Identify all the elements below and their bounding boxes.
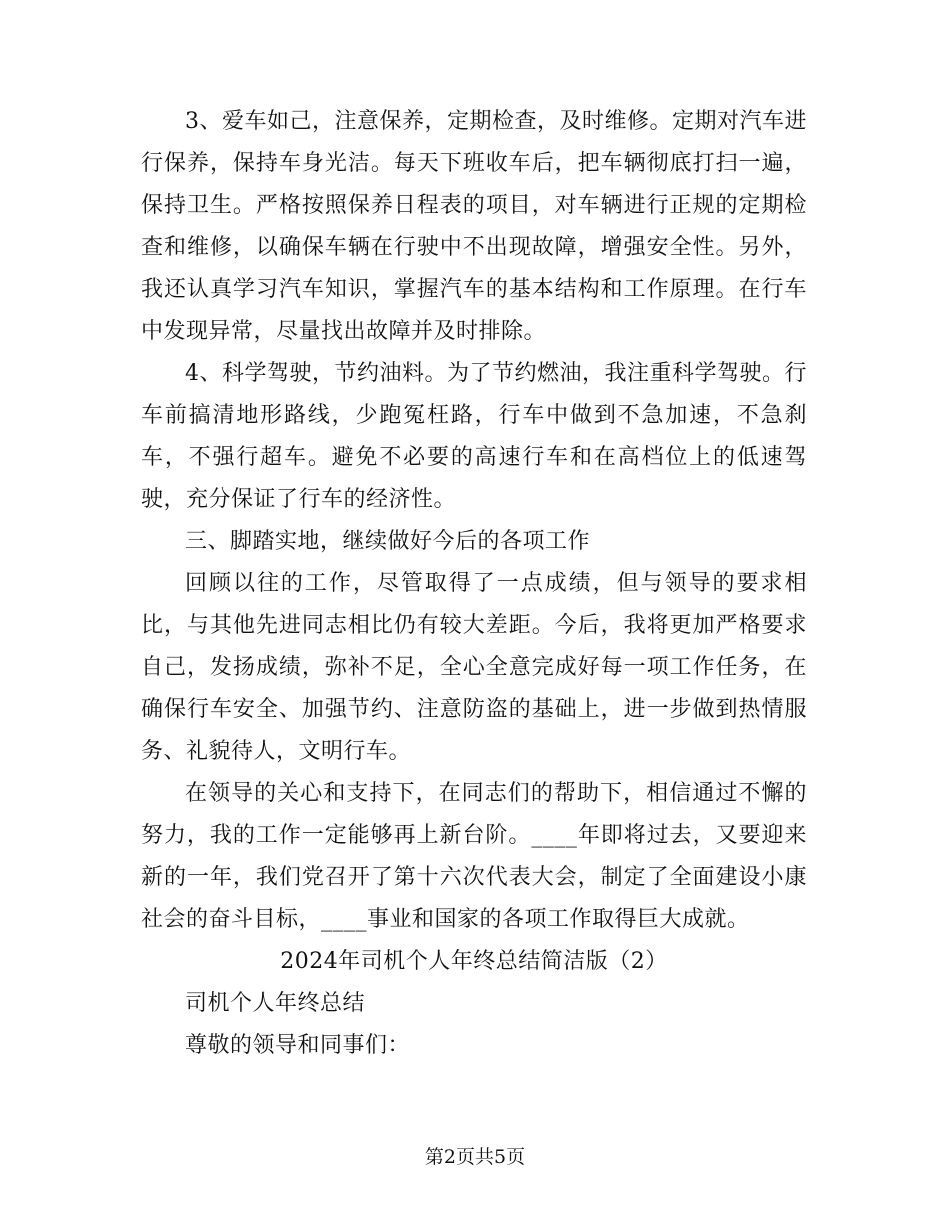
document-subtitle: 司机个人年终总结 xyxy=(185,991,366,1016)
document-title: 2024年司机个人年终总结简洁版（2） xyxy=(280,949,668,974)
section-heading: 三、脚踏实地，继续做好今后的各项工作 xyxy=(185,529,591,554)
paragraph-maintenance: 3、爱车如己，注意保养，定期检查，及时维修。定期对汽车进行保养，保持车身光洁。每天下班收车后，把车辆彻底打扫一遍，保持卫生。严格按照保养日程表的项目，对车辆进行正规的定期检查和维修，以确保车辆在行驶中不出现故障，增强安全性。另外，我还认真学习汽车知识，掌握汽车的基本结构和工作原理。在行车中发现异常，尽量找出故障并及时排除。 xyxy=(141,109,807,344)
document-body xyxy=(141,101,807,1067)
page-number: 第2页共5页 xyxy=(424,1146,526,1168)
paragraph-review: 回顾以往的工作，尽管取得了一点成绩，但与领导的要求相比，与其他先进同志相比仍有较大差距。今后，我将更加严格要求自己，发扬成绩，弥补不足，全心全意完成好每一项工作任务，在确保行车安全、加强节约、注意防盗的基础上，进一步做到热情服务、礼貌待人，文明行车。 xyxy=(141,571,807,764)
paragraph-driving: 4、科学驾驶，节约油料。为了节约燃油，我注重科学驾驶。行车前搞清地形路线，少跑冤枉路，行车中做到不急加速，不急刹车，不强行超车。避免不必要的高速行车和在高档位上的低速驾驶，充分保证了行车的经济性。 xyxy=(141,361,807,512)
paragraph-outlook: 在领导的关心和支持下，在同志们的帮助下，相信通过不懈的努力，我的工作一定能够再上新台阶。____年即将过去，又要迎来新的一年，我们党召开了第十六次代表大会，制定了全面建设小康社会的奋斗目标，____事业和国家的各项工作取得巨大成就。 xyxy=(141,781,807,932)
salutation: 尊敬的领导和同事们： xyxy=(185,1033,411,1058)
